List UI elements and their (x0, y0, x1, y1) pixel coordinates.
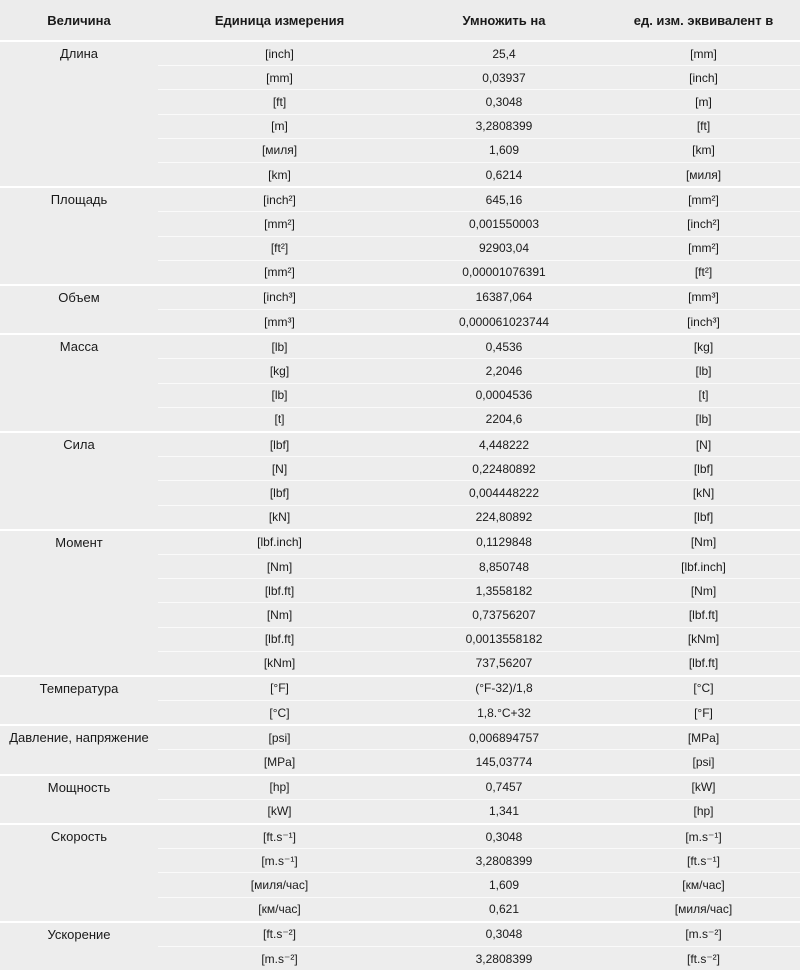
equivalent-cell: [psi] (692, 755, 715, 770)
equivalent-cell: [lbf] (693, 510, 714, 525)
factor-cell: 0,001550003 (468, 216, 540, 231)
quantity-name: Момент (55, 534, 103, 550)
table-body (0, 42, 800, 972)
table-row (158, 65, 800, 89)
table-row (158, 554, 800, 578)
unit-cell: [°C] (269, 705, 290, 720)
unit-cell: [kNm] (263, 656, 296, 671)
unit-cell: [inch] (265, 46, 294, 61)
equivalent-cell: [ft.s⁻¹] (687, 853, 720, 868)
equivalent-cell: [lbf.ft] (688, 607, 719, 622)
group-rows (158, 286, 800, 333)
factor-cell: 3,2808399 (475, 951, 533, 966)
table-row (158, 677, 800, 700)
equivalent-cell: [км/час] (682, 877, 725, 892)
equivalent-cell: [t] (698, 388, 709, 403)
factor-cell: 0,73756207 (472, 607, 536, 622)
group-rows (158, 923, 800, 970)
table-row (158, 188, 800, 211)
equivalent-cell: [inch²] (687, 216, 720, 231)
header-multiply: Умножить на (462, 12, 546, 28)
factor-cell: 645,16 (485, 192, 523, 207)
factor-cell: 0,00001076391 (462, 265, 546, 280)
unit-cell: [lb] (271, 388, 288, 403)
unit-cell: [ft.s⁻²] (263, 927, 296, 942)
table-row (158, 260, 800, 284)
unit-cell: [hp] (269, 780, 290, 795)
unit-cell: [миля/час] (250, 877, 309, 892)
unit-cell: [inch²] (263, 192, 296, 207)
quantity-group (0, 286, 800, 335)
group-rows (158, 825, 800, 921)
table-row (158, 162, 800, 186)
header-quantity: Величина (47, 12, 111, 28)
quantity-group (0, 42, 800, 188)
unit-cell: [psi] (268, 730, 291, 745)
unit-cell: [lbf] (269, 437, 290, 452)
table-row (158, 358, 800, 382)
group-rows (158, 677, 800, 724)
table-row (158, 848, 800, 872)
equivalent-cell: [lbf] (693, 461, 714, 476)
unit-cell: [миля] (261, 143, 298, 158)
unit-cell: [°F] (270, 681, 289, 696)
table-row (158, 286, 800, 309)
group-rows (158, 776, 800, 823)
quantity-name: Давление, напряжение (9, 730, 149, 746)
quantity-group (0, 677, 800, 726)
factor-cell: 0,7457 (485, 780, 523, 795)
quantity-name: Мощность (47, 779, 111, 795)
unit-cell: [mm²] (264, 216, 295, 231)
unit-cell: [lbf] (269, 485, 290, 500)
group-rows (158, 335, 800, 431)
unit-cell: [lb] (271, 339, 288, 354)
equivalent-cell: [lb] (695, 364, 712, 379)
unit-cell: [kg] (269, 364, 290, 379)
factor-cell: 0,3048 (485, 927, 523, 942)
unit-cell: [m] (271, 119, 288, 134)
factor-cell: 1,3558182 (475, 583, 533, 598)
factor-cell: 0,4536 (485, 339, 523, 354)
factor-cell: 737,56207 (475, 656, 533, 671)
equivalent-cell: [kNm] (687, 632, 720, 647)
table-row (158, 211, 800, 235)
factor-cell: 145,03774 (475, 755, 533, 770)
factor-cell: 0,1129848 (476, 535, 532, 550)
factor-cell: 4,448222 (478, 437, 530, 452)
unit-cell: [N] (271, 461, 288, 476)
unit-cell: [mm²] (264, 265, 295, 280)
equivalent-cell: [mm²] (688, 192, 719, 207)
group-rows (158, 188, 800, 284)
factor-cell: 0,004448222 (468, 485, 540, 500)
factor-cell: 3,2808399 (475, 119, 533, 134)
table-row (158, 407, 800, 431)
factor-cell: 0,000061023744 (458, 314, 550, 329)
equivalent-cell: [ft] (696, 119, 711, 134)
table-row (158, 749, 800, 773)
quantity-group (0, 776, 800, 825)
quantity-group (0, 335, 800, 433)
quantity-name: Объем (58, 289, 100, 305)
equivalent-cell: [inch³] (687, 314, 720, 329)
quantity-group (0, 825, 800, 923)
quantity-group (0, 726, 800, 775)
unit-cell: [kW] (267, 804, 292, 819)
table-row (158, 480, 800, 504)
factor-cell: 1,8.°C+32 (477, 705, 531, 720)
table-row (158, 825, 800, 848)
table-row (158, 505, 800, 529)
table-row (158, 578, 800, 602)
quantity-name: Температура (39, 680, 119, 696)
quantity-name: Скорость (50, 829, 108, 844)
equivalent-cell: [Nm] (690, 583, 717, 598)
group-rows (158, 42, 800, 186)
equivalent-cell: [lb] (695, 412, 712, 427)
equivalent-cell: [°F] (694, 705, 713, 720)
equivalent-cell: [миля] (685, 167, 722, 182)
factor-cell: 0,0004536 (475, 388, 533, 403)
table-header (0, 0, 800, 42)
factor-cell: 224,80892 (475, 510, 533, 525)
factor-cell: 92903,04 (478, 241, 530, 256)
unit-cell: [Nm] (266, 607, 293, 622)
unit-cell: [kN] (268, 510, 291, 525)
equivalent-cell: [ft.s⁻²] (687, 951, 720, 966)
factor-cell: 0,0013558182 (465, 632, 543, 647)
factor-cell: 0,006894757 (468, 730, 540, 745)
quantity-name: Масса (59, 339, 99, 355)
equivalent-cell: [m] (695, 94, 712, 109)
factor-cell: 2,2046 (485, 364, 523, 379)
unit-cell: [lbf.ft] (264, 583, 295, 598)
factor-cell: 0,22480892 (472, 461, 536, 476)
equivalent-cell: [kg] (693, 339, 714, 354)
equivalent-cell: [inch] (689, 70, 718, 85)
table-row (158, 456, 800, 480)
quantity-group (0, 531, 800, 677)
table-row (158, 923, 800, 946)
factor-cell: 8,850748 (478, 559, 530, 574)
header-unit: Единица измерения (214, 12, 345, 28)
group-rows (158, 433, 800, 529)
unit-cell: [Nm] (266, 559, 293, 574)
equivalent-cell: [lbf.ft] (688, 656, 719, 671)
equivalent-cell: [Nm] (690, 535, 717, 550)
table-row (158, 872, 800, 896)
table-row (158, 335, 800, 358)
table-row (158, 776, 800, 799)
factor-cell: 0,3048 (485, 829, 523, 844)
factor-cell: 3,2808399 (475, 853, 533, 868)
equivalent-cell: [m.s⁻¹] (685, 829, 722, 844)
equivalent-cell: [N] (695, 437, 712, 452)
factor-cell: 16387,064 (475, 290, 533, 305)
table-row (158, 897, 800, 921)
quantity-name: Сила (63, 437, 95, 452)
equivalent-cell: [mm] (690, 46, 717, 61)
table-row (158, 651, 800, 675)
unit-cell: [км/час] (258, 902, 301, 917)
factor-cell: 1,609 (488, 143, 520, 158)
table-row (158, 726, 800, 749)
factor-cell: 0,6214 (485, 167, 523, 182)
factor-cell: 0,621 (488, 902, 520, 917)
unit-cell: [lbf.ft] (264, 632, 295, 647)
unit-cell: [m.s⁻²] (261, 951, 298, 966)
unit-cell: [mm] (266, 70, 293, 85)
unit-cell: [mm³] (264, 314, 295, 329)
equivalent-cell: [kN] (692, 485, 715, 500)
factor-cell: 0,03937 (482, 70, 526, 85)
unit-cell: [inch³] (263, 290, 296, 305)
header-equivalent: ед. изм. эквивалент в (633, 12, 774, 28)
table-row (158, 42, 800, 65)
table-row (158, 383, 800, 407)
unit-cell: [t] (274, 412, 285, 427)
equivalent-cell: [°C] (693, 681, 714, 696)
factor-cell: (°F-32)/1,8 (475, 681, 533, 696)
quantity-group (0, 433, 800, 531)
equivalent-cell: [hp] (693, 804, 714, 819)
equivalent-cell: [km] (692, 143, 715, 158)
table-row (158, 236, 800, 260)
factor-cell: 25,4 (492, 46, 516, 61)
equivalent-cell: [kW] (691, 780, 716, 795)
table-row (158, 602, 800, 626)
quantity-name: Длина (59, 46, 99, 61)
factor-cell: 2204,6 (485, 412, 523, 427)
unit-cell: [ft.s⁻¹] (263, 829, 296, 844)
quantity-group (0, 923, 800, 972)
unit-cell: [lbf.inch] (257, 535, 302, 550)
table-row (158, 433, 800, 456)
unit-cell: [ft] (272, 94, 287, 109)
unit-cell: [km] (268, 167, 291, 182)
group-rows (158, 726, 800, 773)
table-row (158, 89, 800, 113)
table-row (158, 138, 800, 162)
table-row (158, 531, 800, 554)
quantity-name: Ускорение (47, 926, 111, 942)
quantity-name: Площадь (50, 192, 108, 208)
equivalent-cell: [m.s⁻²] (685, 927, 722, 942)
unit-cell: [m.s⁻¹] (261, 853, 298, 868)
unit-cell: [MPa] (263, 755, 296, 770)
equivalent-cell: [mm³] (688, 290, 719, 305)
table-row (158, 700, 800, 724)
table-row (158, 799, 800, 823)
factor-cell: 0,3048 (485, 94, 523, 109)
factor-cell: 1,341 (488, 804, 520, 819)
equivalent-cell: [ft²] (694, 265, 713, 280)
equivalent-cell: [lbf.inch] (681, 559, 726, 574)
group-rows (158, 531, 800, 675)
equivalent-cell: [mm²] (688, 241, 719, 256)
equivalent-cell: [MPa] (687, 730, 720, 745)
factor-cell: 1,609 (488, 877, 520, 892)
table-row (158, 627, 800, 651)
table-row (158, 946, 800, 970)
table-row (158, 114, 800, 138)
equivalent-cell: [миля/час] (674, 902, 733, 917)
unit-cell: [ft²] (270, 241, 289, 256)
table-row (158, 309, 800, 333)
quantity-group (0, 188, 800, 286)
